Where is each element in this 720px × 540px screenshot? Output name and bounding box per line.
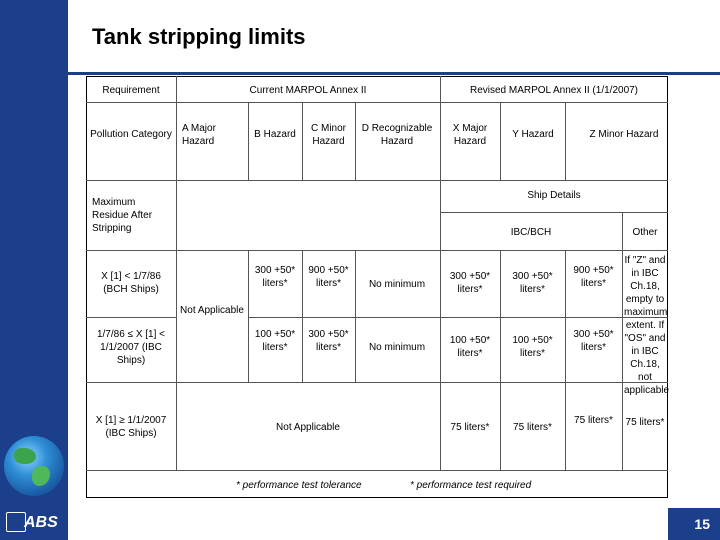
table-rule (622, 250, 623, 470)
table-rule (248, 102, 249, 180)
table-rule (248, 317, 668, 318)
table-rule (86, 180, 668, 181)
page-number: 15 (694, 516, 710, 532)
row3-z: 75 liters* (574, 415, 613, 426)
label-pollution-category: Pollution Category (90, 129, 172, 140)
table-rule (302, 102, 303, 180)
title-underline (68, 72, 720, 75)
label-maximum-residue: Maximum Residue After Stripping (92, 197, 153, 234)
category-b: B Hazard (254, 129, 296, 140)
table-rule (565, 250, 566, 470)
table-rule (440, 250, 668, 251)
row3-other: 75 liters* (625, 417, 665, 428)
row1-c: 900 +50* liters* (308, 265, 349, 289)
footnote-tolerance: * performance test tolerance (236, 480, 362, 491)
row2-x: 100 +50* liters* (449, 335, 491, 359)
globe-icon (4, 436, 64, 496)
row1-label: X [1] < 1/7/86 (BCH Ships) (101, 271, 161, 295)
row3-y: 75 liters* (513, 422, 552, 433)
table-rule (176, 76, 177, 470)
header-current-marpol: Current MARPOL Annex II (249, 85, 367, 96)
table-rule (86, 317, 176, 318)
table-rule (355, 250, 356, 382)
table-rule (302, 250, 303, 382)
row12-other: If "Z" and in IBC Ch.18, empty to maximum extent. If "OS" and in IBC Ch.18, not applicable (624, 255, 670, 396)
ship-details-header: Ship Details (527, 190, 581, 201)
row1-y: 300 +50* liters* (512, 271, 553, 295)
row1-d: No minimum (368, 279, 426, 290)
category-z: Z Minor Hazard (589, 129, 659, 140)
row2-label: 1/7/86 ≤ X [1] < 1/1/2007 (IBC Ships) (96, 329, 166, 366)
row1-b: 300 +50* liters* (254, 265, 296, 289)
header-revised-marpol: Revised MARPOL Annex II (1/1/2007) (469, 85, 639, 96)
other-header: Other (632, 227, 658, 238)
ibc-bch-header: IBC/BCH (510, 227, 552, 238)
header-requirement: Requirement (102, 85, 160, 96)
abs-logo (0, 508, 68, 540)
table-rule (248, 250, 249, 382)
table-rule (86, 250, 440, 251)
table-rule (86, 382, 668, 383)
category-d: D Recognizable Hazard (361, 123, 433, 147)
table-rule (440, 212, 668, 213)
row1-z: 900 +50* liters* (573, 265, 614, 289)
table-rule (440, 76, 441, 470)
table-rule (355, 102, 356, 180)
abs-emblem-icon (6, 512, 26, 532)
row3-label: X [1] ≥ 1/1/2007 (IBC Ships) (95, 415, 167, 439)
category-a: A Major Hazard (182, 123, 216, 147)
row2-c: 300 +50* liters* (308, 329, 349, 353)
row2-z: 300 +50* liters* (573, 329, 614, 353)
table-rule (86, 102, 668, 103)
table-rule (500, 250, 501, 470)
row3-x: 75 liters* (450, 422, 490, 433)
row2-b: 100 +50* liters* (254, 329, 296, 353)
category-y: Y Hazard (512, 129, 554, 140)
logo-text: ABS (24, 514, 58, 531)
row3-current-not-applicable: Not Applicable (276, 422, 340, 433)
page-title: Tank stripping limits (92, 24, 306, 49)
row2-y: 100 +50* liters* (512, 335, 553, 359)
footnote-required: * performance test required (410, 480, 532, 491)
category-c: C Minor Hazard (310, 123, 346, 147)
category-x: X Major Hazard (452, 123, 488, 147)
row1-x: 300 +50* liters* (449, 271, 491, 295)
row2-d: No minimum (368, 342, 426, 353)
col-a-not-applicable: Not Applicable (180, 305, 244, 316)
table-rule (500, 102, 501, 180)
table-rule (565, 102, 566, 180)
table-rule (86, 470, 668, 471)
